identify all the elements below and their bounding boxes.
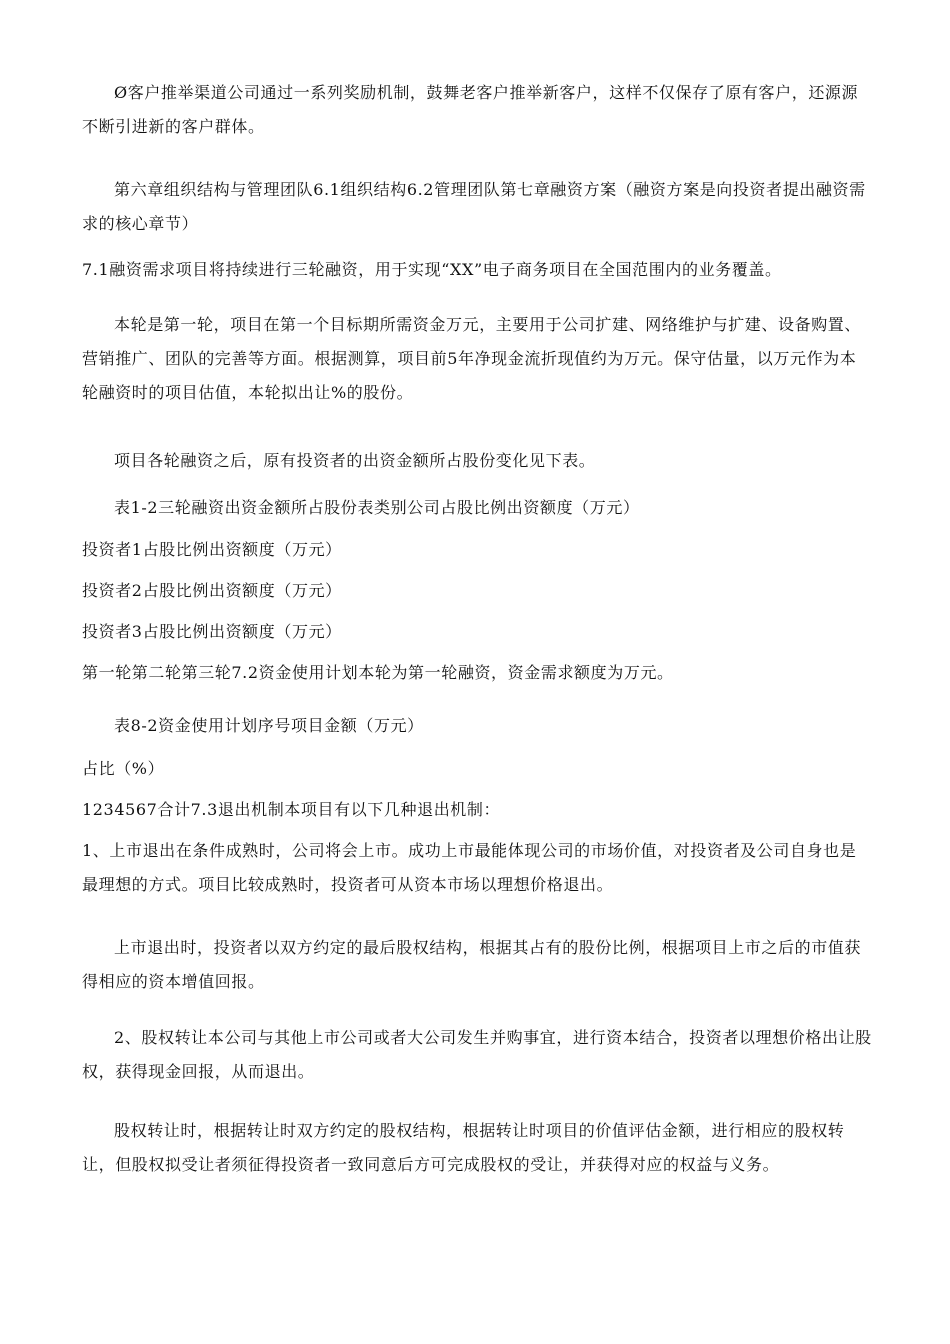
paragraph-share-change: 项目各轮融资之后，原有投资者的出资金额所占股份变化见下表。 bbox=[114, 451, 596, 470]
paragraph-equity-transfer: 2、股权转让本公司与其他上市公司或者大公司发生并购事宜，进行资本结合，投资者以理想价格出让股权，获得现金回报，从而退出。 bbox=[82, 1028, 872, 1081]
table-caption-1-2: 表1-2三轮融资出资金额所占股份表类别公司占股比例出资额度（万元） bbox=[114, 498, 640, 517]
table-row-investor-1: 投资者1占股比例出资额度（万元） bbox=[82, 540, 342, 559]
paragraph-customer-referral: Ø客户推举渠道公司通过一系列奖励机制，鼓舞老客户推举新客户，这样不仅保存了原有客户，还源源不断引进新的客户群体。 bbox=[82, 83, 859, 136]
table-row-investor-3: 投资者3占股比例出资额度（万元） bbox=[82, 622, 342, 641]
paragraph-exit-mechanism: 1234567合计7.3退出机制本项目有以下几种退出机制： bbox=[82, 800, 501, 819]
table-header-ratio: 占比（%） bbox=[82, 759, 165, 778]
paragraph-equity-transfer-detail: 股权转让时，根据转让时双方约定的股权结构，根据转让时项目的价值评估金额，进行相应的股权转让，但股权拟受让者须征得投资者一致同意后方可完成股权的受让，并获得对应的权益与义务。 bbox=[82, 1121, 845, 1174]
paragraph-first-round: 本轮是第一轮，项目在第一个目标期所需资金万元，主要用于公司扩建、网络维护与扩建、设备购置、营销推广、团队的完善等方面。根据测算，项目前5年净现金流折现值约为万元。保守估量，以万元作为本轮融资时的项目估值，本轮拟出让%的股份。 bbox=[82, 315, 862, 402]
paragraph-chapter-headings: 第六章组织结构与管理团队6.1组织结构6.2管理团队第七章融资方案（融资方案是向投资者提出融资需求的核心章节） bbox=[82, 180, 866, 233]
paragraph-financing-need: 7.1融资需求项目将持续进行三轮融资，用于实现“XX”电子商务项目在全国范围内的业务覆盖。 bbox=[82, 260, 782, 279]
paragraph-ipo-exit: 1、上市退出在条件成熟时，公司将会上市。成功上市最能体现公司的市场价值，对投资者及公司自身也是最理想的方式。项目比较成熟时，投资者可从资本市场以理想价格退出。 bbox=[82, 841, 857, 894]
table-row-investor-2: 投资者2占股比例出资额度（万元） bbox=[82, 581, 342, 600]
table-caption-8-2: 表8-2资金使用计划序号项目金额（万元） bbox=[114, 716, 424, 735]
paragraph-ipo-exit-detail: 上市退出时，投资者以双方约定的最后股权结构，根据其占有的股份比例，根据项目上市之后的市值获得相应的资本增值回报。 bbox=[82, 938, 862, 991]
paragraph-fund-usage: 第一轮第二轮第三轮7.2资金使用计划本轮为第一轮融资，资金需求额度为万元。 bbox=[82, 663, 674, 682]
